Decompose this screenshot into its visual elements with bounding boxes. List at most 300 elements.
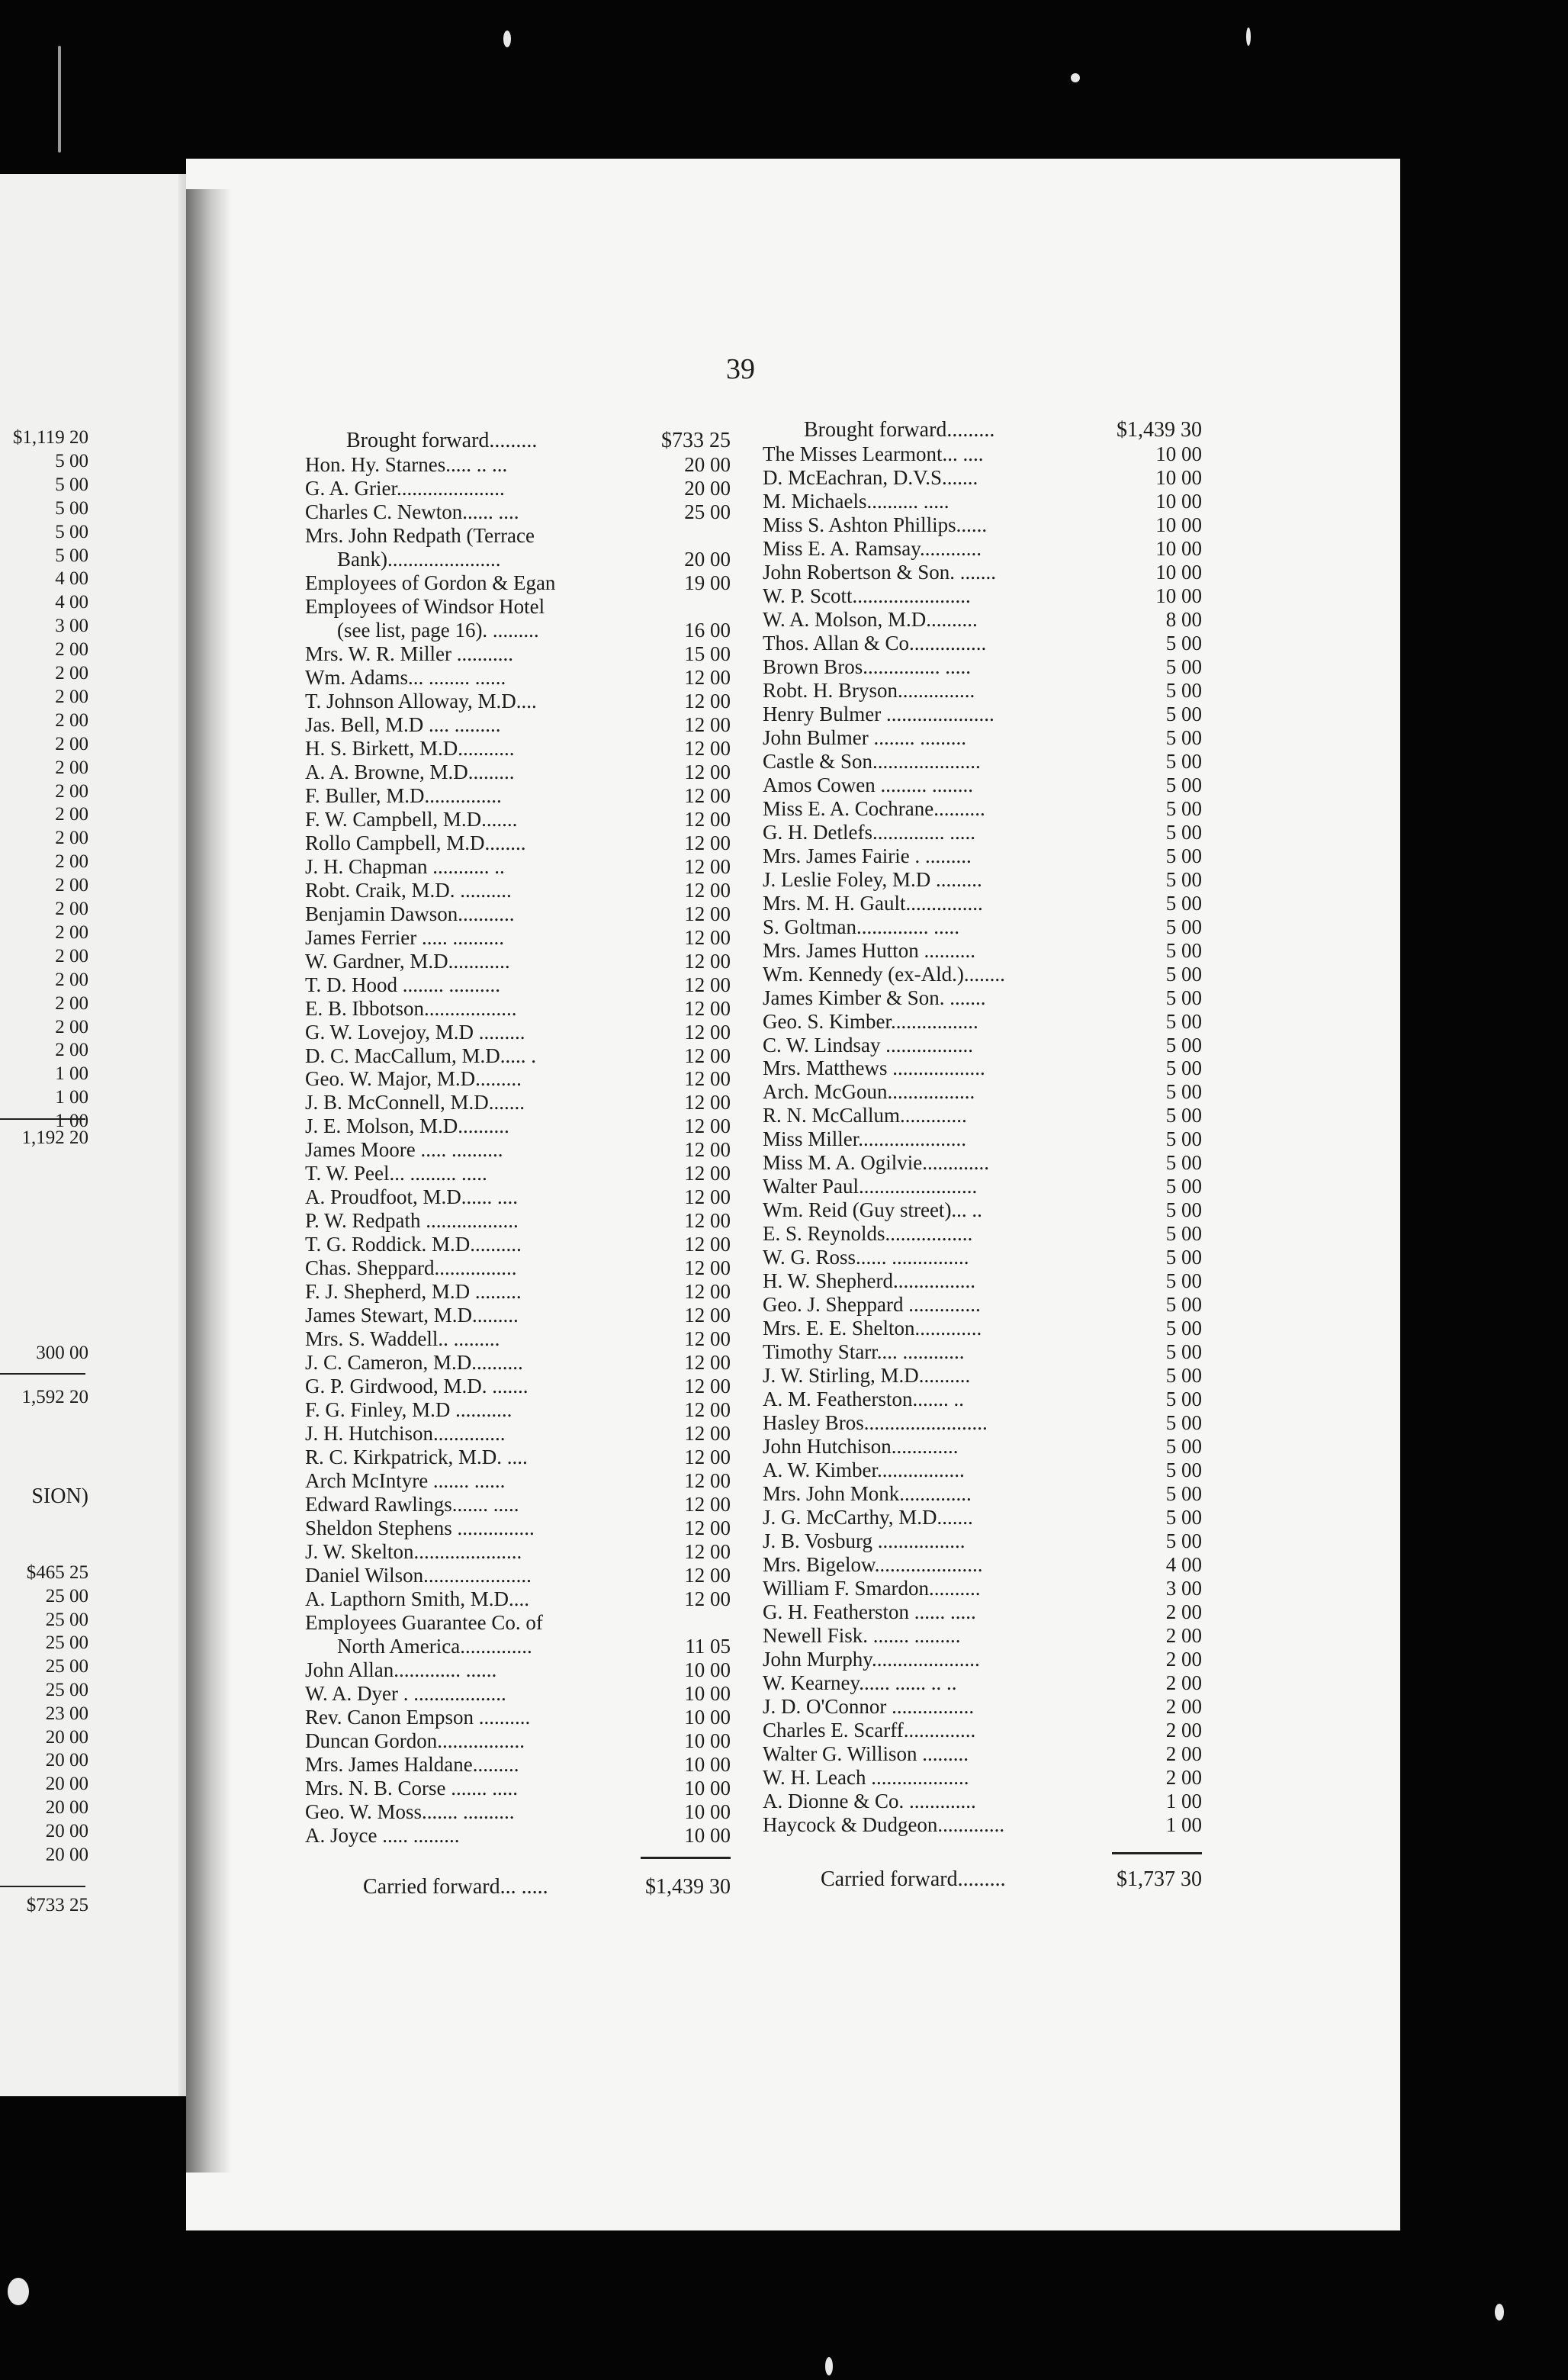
col2-entry-label: G. H. Featherston ...... .....: [763, 1600, 976, 1624]
col2-entry: [763, 1719, 1202, 1742]
col1-entry: [305, 1587, 731, 1611]
col1-entry-label: Sheldon Stephens ...............: [305, 1516, 535, 1540]
col2-entry-label: Mrs. M. H. Gault...............: [763, 891, 983, 915]
col2-entry-amount: 5 00: [1165, 986, 1202, 1009]
col1-entry-amount: 12 00: [684, 1162, 731, 1185]
col1-entry-amount: 12 00: [684, 1540, 731, 1564]
col1-entry-amount: 10 00: [684, 1729, 731, 1752]
col2-entry-label: Walter G. Willison .........: [763, 1742, 969, 1765]
scan-speck: [58, 46, 61, 153]
col1-entry-label: A. A. Browne, M.D.........: [305, 760, 515, 783]
col2-entry-label: J. B. Vosburg .................: [763, 1529, 966, 1553]
col2-entry: [763, 844, 1202, 868]
col2-entry: [763, 1175, 1202, 1198]
col2-entry-label: Mrs. James Fairie . .........: [763, 844, 972, 867]
col2-entry-amount: 10 00: [1155, 513, 1202, 536]
col2-entry-amount: 1 00: [1165, 1812, 1202, 1836]
col1-entry: [305, 1091, 731, 1114]
col1-entry-label: T. Johnson Alloway, M.D....: [305, 689, 537, 712]
col2-entry: [763, 1671, 1202, 1695]
col1-entry-label: J. E. Molson, M.D..........: [305, 1114, 509, 1138]
left-page-amount: 25 00: [45, 1609, 88, 1630]
col1-entry-amount: 10 00: [684, 1776, 731, 1799]
col1-entry-label: P. W. Redpath ..................: [305, 1209, 519, 1233]
col2-entry: [763, 1269, 1202, 1293]
col1-entry-label: J. W. Skelton.....................: [305, 1540, 522, 1564]
col1-entry: [305, 1658, 731, 1682]
col2-entry-amount: 5 00: [1165, 631, 1202, 654]
col1-entry: [305, 1162, 731, 1185]
col1-entry: [305, 571, 731, 595]
left-page-amount: 4 00: [55, 568, 88, 590]
col1-entry-amount: 12 00: [684, 1351, 731, 1375]
col2-entry: [763, 537, 1202, 561]
left-page-amount: 25 00: [45, 1632, 88, 1654]
col2-entry-amount: 2 00: [1165, 1694, 1202, 1718]
left-page-amount: 2 00: [55, 757, 88, 778]
col2-entry-label: Haycock & Dudgeon.............: [763, 1812, 1005, 1836]
col2-entry-amount: 2 00: [1165, 1600, 1202, 1624]
col1-entry-label: Mrs. John Redpath (Terrace: [305, 523, 535, 547]
col1-entry: [305, 619, 731, 642]
scan-speck: [8, 2278, 29, 2305]
col1-entry-label: T. G. Roddick. M.D..........: [305, 1233, 522, 1256]
left-page-section-heading: SION): [31, 1484, 88, 1508]
col1-entry: [305, 1611, 731, 1635]
col2-entry-label: W. P. Scott.......................: [763, 584, 971, 607]
col2-entry: [763, 1695, 1202, 1719]
col2-entry-label: W. H. Leach ...................: [763, 1765, 969, 1789]
col2-entry-amount: 2 00: [1165, 1718, 1202, 1742]
col2-entry: [763, 774, 1202, 797]
left-page-amount: 5 00: [55, 545, 88, 566]
left-page-amount: 20 00: [45, 1797, 88, 1818]
col1-entry-label: T. W. Peel... ......... .....: [305, 1162, 487, 1185]
col2-entry-amount: 10 00: [1155, 442, 1202, 465]
col2-entry-label: The Misses Learmont... ....: [763, 442, 984, 465]
left-page-amount: 2 00: [55, 875, 88, 896]
col2-entry: [763, 442, 1202, 466]
col2-entry-amount: 5 00: [1165, 820, 1202, 844]
col2-entry-amount: 5 00: [1165, 1009, 1202, 1033]
col2-entry-label: E. S. Reynolds.................: [763, 1222, 973, 1246]
left-page-amount: $465 25: [26, 1562, 88, 1583]
col1-entry-label: F. Buller, M.D...............: [305, 783, 502, 807]
col1-entry-label: Duncan Gordon.................: [305, 1729, 525, 1752]
col1-entry-amount: 12 00: [684, 831, 731, 854]
col2-entry: [763, 1151, 1202, 1175]
col1-entry: [305, 1209, 731, 1233]
col2-entry-label: Robt. H. Bryson...............: [763, 678, 975, 702]
col1-entry-label: Mrs. W. R. Miller ...........: [305, 642, 514, 665]
col2-carried-forward-amount: $1,737 30: [1117, 1867, 1202, 1891]
col1-entry: [305, 1753, 731, 1777]
col1-entry-amount: 12 00: [684, 902, 731, 925]
col1-entry: [305, 1375, 731, 1398]
col2-entry-amount: 5 00: [1165, 1317, 1202, 1340]
col2-entry-amount: 5 00: [1165, 1411, 1202, 1435]
col2-entry-label: W. A. Molson, M.D..........: [763, 607, 978, 631]
col1-entry: [305, 1351, 731, 1375]
left-page-extra-amount: 300 00: [36, 1343, 88, 1363]
col2-entry: [763, 939, 1202, 963]
left-page-amount: 2 00: [55, 828, 88, 849]
left-page-final-total: $733 25: [26, 1895, 88, 1915]
col1-entry-amount: 12 00: [684, 1233, 731, 1256]
col2-entry-label: Miss S. Ashton Phillips......: [763, 513, 988, 536]
col1-entry: [305, 902, 731, 926]
col1-entry-amount: 12 00: [684, 1327, 731, 1351]
col2-entry-amount: 5 00: [1165, 1459, 1202, 1482]
right-page-gutter-shadow: [186, 189, 232, 2173]
col1-entry-label: James Ferrier ..... ..........: [305, 925, 504, 949]
col2-entry-label: Arch. McGoun.................: [763, 1080, 975, 1104]
col2-entry: [763, 608, 1202, 632]
col2-brought-forward-label: Brought forward.........: [804, 418, 995, 442]
col2-entry-amount: 2 00: [1165, 1647, 1202, 1671]
col1-entry: [305, 1233, 731, 1256]
col2-entry-label: J. D. O'Connor ................: [763, 1694, 975, 1718]
col1-entry: [305, 1682, 731, 1706]
col2-entry: [763, 1080, 1202, 1104]
col1-entry-amount: 10 00: [684, 1823, 731, 1847]
col2-entry-amount: 5 00: [1165, 844, 1202, 867]
col2-entry-label: Thos. Allan & Co...............: [763, 631, 987, 654]
col1-entry-amount: 25 00: [684, 500, 731, 523]
col1-entry: [305, 737, 731, 761]
col2-entry: [763, 868, 1202, 892]
left-page-amount: 2 00: [55, 733, 88, 754]
col1-entry-amount: 12 00: [684, 1564, 731, 1587]
col1-entry: [305, 1564, 731, 1587]
col1-entry-label: W. A. Dyer . ..................: [305, 1681, 506, 1705]
left-page-amount: 1 00: [55, 1111, 88, 1132]
col2-entry-amount: 5 00: [1165, 1364, 1202, 1388]
col1-entry: [305, 1256, 731, 1280]
col1-entry-label: J. H. Hutchison..............: [305, 1422, 506, 1446]
col2-entry-label: C. W. Lindsay .................: [763, 1033, 974, 1057]
col2-entry: [763, 1317, 1202, 1340]
col1-entry-label: Rev. Canon Empson ..........: [305, 1705, 531, 1729]
col1-entry: [305, 1540, 731, 1564]
col1-entry: [305, 1729, 731, 1753]
col1-entry: [305, 1021, 731, 1044]
col1-entry: [305, 548, 731, 571]
col1-entry-label: Daniel Wilson.....................: [305, 1564, 532, 1587]
col2-entry-label: Charles E. Scarff..............: [763, 1718, 976, 1742]
col2-entry-label: Mrs. John Monk..............: [763, 1482, 972, 1506]
col2-entry: [763, 1600, 1202, 1624]
col1-entry-amount: 12 00: [684, 1398, 731, 1422]
left-page-amount: 5 00: [55, 450, 88, 471]
col2-entry-amount: 5 00: [1165, 749, 1202, 773]
col2-entry: [763, 1529, 1202, 1553]
col2-entry-label: Miss Miller.....................: [763, 1127, 967, 1151]
col1-entry: [305, 997, 731, 1021]
col2-entry-amount: 2 00: [1165, 1742, 1202, 1765]
col1-entry-amount: 12 00: [684, 1280, 731, 1304]
col2-entry-amount: 5 00: [1165, 1293, 1202, 1317]
col2-entry-amount: 5 00: [1165, 1080, 1202, 1104]
col2-entry-amount: 2 00: [1165, 1765, 1202, 1789]
col2-entry-label: D. McEachran, D.V.S.......: [763, 465, 978, 489]
col2-entry: [763, 963, 1202, 986]
col2-entry: [763, 1577, 1202, 1600]
col2-entry-amount: 5 00: [1165, 1506, 1202, 1529]
col2-entry-label: A. W. Kimber.................: [763, 1459, 965, 1482]
col1-entry: [305, 1824, 731, 1848]
left-page-total: 1,592 20: [21, 1387, 88, 1407]
col2-entry-label: A. Dionne & Co. .............: [763, 1789, 976, 1812]
left-page-amount: 20 00: [45, 1820, 88, 1841]
col1-entry-label: F. W. Campbell, M.D.......: [305, 807, 518, 831]
col2-entry: [763, 892, 1202, 915]
scan-speck: [1495, 2304, 1504, 2320]
col1-entry-amount: 12 00: [684, 878, 731, 902]
col1-entry-label: Employees of Gordon & Egan: [305, 571, 556, 594]
col1-entry-amount: 12 00: [684, 665, 731, 689]
col1-entry: [305, 879, 731, 902]
left-page-amount: 25 00: [45, 1680, 88, 1700]
col2-entry-label: Brown Bros............... .....: [763, 654, 972, 678]
col1-entry-label: James Moore ..... ..........: [305, 1138, 503, 1162]
col2-entry-label: Amos Cowen ......... ........: [763, 773, 973, 796]
col1-entry: [305, 1446, 731, 1469]
col1-entry-label: Wm. Adams... ........ ......: [305, 665, 506, 689]
col2-carried-forward-label: Carried forward.........: [821, 1867, 1006, 1891]
col1-entry: [305, 808, 731, 831]
col2-entry-amount: 5 00: [1165, 796, 1202, 820]
left-page-amount: 1 00: [55, 1087, 88, 1108]
col1-entry-label: Bank)......................: [337, 547, 501, 571]
col1-entry-label: John Allan............. ......: [305, 1658, 497, 1681]
col1-entry-label: Jas. Bell, M.D .... .........: [305, 712, 501, 736]
col1-entry-label: Mrs. N. B. Corse ....... .....: [305, 1776, 519, 1799]
col1-entry: [305, 500, 731, 524]
col1-entry-label: J. B. McConnell, M.D.......: [305, 1091, 525, 1114]
col2-entry-label: S. Goltman.............. .....: [763, 915, 960, 938]
col2-entry-amount: 5 00: [1165, 1057, 1202, 1080]
col1-entry-label: Rollo Campbell, M.D........: [305, 831, 526, 854]
left-page-amount: 2 00: [55, 804, 88, 825]
col2-entry-amount: 10 00: [1155, 489, 1202, 513]
col1-entry-label: (see list, page 16). .........: [337, 618, 539, 642]
col2-entry-label: R. N. McCallum.............: [763, 1104, 967, 1127]
col1-entry: [305, 926, 731, 950]
col2-entry: [763, 1222, 1202, 1246]
col2-entry-label: Geo. S. Kimber.................: [763, 1009, 978, 1033]
col1-entry-label: James Stewart, M.D.........: [305, 1304, 519, 1327]
left-page-amount: 20 00: [45, 1844, 88, 1865]
col1-entry-label: H. S. Birkett, M.D...........: [305, 736, 515, 760]
col2-entry: [763, 584, 1202, 608]
col1-brought-forward-label: Brought forward.........: [346, 429, 538, 452]
col2-entry-label: Newell Fisk. ....... .........: [763, 1624, 961, 1647]
col1-entry-amount: 12 00: [684, 1493, 731, 1516]
col1-entry-amount: 16 00: [684, 618, 731, 642]
left-page-amount: 1 00: [55, 1063, 88, 1085]
col2-entry-label: Henry Bulmer .....................: [763, 702, 994, 725]
col2-entry-label: W. G. Ross...... ...............: [763, 1246, 969, 1269]
col1-carried-forward: [305, 1875, 731, 1899]
col1-entry: [305, 1493, 731, 1516]
col2-entry: [763, 655, 1202, 679]
col2-entry: [763, 561, 1202, 584]
left-page-amount: 4 00: [55, 592, 88, 613]
col1-entry-amount: 12 00: [684, 1422, 731, 1446]
col1-entry: [305, 831, 731, 855]
col1-carried-forward-label: Carried forward... .....: [363, 1875, 548, 1899]
col1-entry-label: J. H. Chapman ........... ..: [305, 854, 505, 878]
left-page-amount: 2 00: [55, 921, 88, 943]
col2-entry: [763, 1127, 1202, 1151]
col2-entry-amount: 5 00: [1165, 962, 1202, 986]
col2-entry: [763, 1459, 1202, 1482]
col2-entry-label: Walter Paul.......................: [763, 1175, 978, 1198]
col2-entry-label: H. W. Shepherd................: [763, 1269, 975, 1293]
col1-brought-forward-amount: $733 25: [661, 429, 731, 452]
col1-entry-amount: 12 00: [684, 736, 731, 760]
left-page-amount: 20 00: [45, 1774, 88, 1795]
left-page-amount: 2 00: [55, 663, 88, 683]
col1-entry-amount: 12 00: [684, 1091, 731, 1114]
col1-entry-label: Charles C. Newton...... ....: [305, 500, 519, 523]
col1-entry: [305, 1398, 731, 1422]
col1-entry: [305, 855, 731, 879]
left-page-amount: 2 00: [55, 969, 88, 990]
col2-entry-amount: 5 00: [1165, 1198, 1202, 1222]
col2-entry: [763, 1742, 1202, 1766]
col2-entry: [763, 1506, 1202, 1529]
col2-entry-label: J. Leslie Foley, M.D .........: [763, 867, 982, 891]
col1-entry-amount: 12 00: [684, 1185, 731, 1209]
left-page-amount: $1,119 20: [12, 427, 88, 448]
left-page-amount: 2 00: [55, 686, 88, 707]
col1-entry-amount: 12 00: [684, 949, 731, 973]
col1-entry: [305, 1044, 731, 1068]
col1-entry-amount: 10 00: [684, 1705, 731, 1729]
col1-entry-amount: 12 00: [684, 1375, 731, 1398]
col1-entry: [305, 973, 731, 997]
col2-entry-label: William F. Smardon..........: [763, 1577, 981, 1600]
col1-entry-label: G. P. Girdwood, M.D. .......: [305, 1375, 529, 1398]
col1-entry-amount: 12 00: [684, 1044, 731, 1067]
col2-entry-amount: 5 00: [1165, 773, 1202, 796]
col1-entry: [305, 713, 731, 737]
col1-entry-label: Geo. W. Moss....... ..........: [305, 1799, 515, 1823]
col2-entry-amount: 5 00: [1165, 1151, 1202, 1175]
left-page-amount: 5 00: [55, 521, 88, 542]
col1-entry-amount: 12 00: [684, 925, 731, 949]
col2-entry-label: Mrs. E. E. Shelton.............: [763, 1317, 982, 1340]
col2-entry: [763, 821, 1202, 844]
left-page-amount: 23 00: [45, 1703, 88, 1724]
col2-entry-label: Miss E. A. Cochrane..........: [763, 796, 985, 820]
col1-entry: [305, 1777, 731, 1800]
col1-entry: [305, 642, 731, 666]
col2-entry-amount: 5 00: [1165, 1269, 1202, 1293]
col2-entry-label: Mrs. Matthews ..................: [763, 1057, 985, 1080]
col1-entry-label: G. A. Grier.....................: [305, 476, 505, 500]
col2-entry-amount: 5 00: [1165, 1388, 1202, 1411]
left-page-amount: 2 00: [55, 945, 88, 966]
col1-entry-amount: 12 00: [684, 1304, 731, 1327]
col1-entry: [305, 1114, 731, 1138]
left-page-amount: 3 00: [55, 616, 88, 637]
left-page-amount: 2 00: [55, 780, 88, 802]
col2-entry-label: Mrs. Bigelow.....................: [763, 1553, 983, 1577]
col1-entry: [305, 1516, 731, 1540]
col1-entry-label: W. Gardner, M.D............: [305, 949, 510, 973]
col2-entry: [763, 1553, 1202, 1577]
col2-entry-amount: 2 00: [1165, 1624, 1202, 1647]
col1-entry: [305, 666, 731, 690]
col2-entry-label: A. M. Featherston....... ..: [763, 1388, 964, 1411]
col2-entry: [763, 1482, 1202, 1506]
col1-entry-label: D. C. MacCallum, M.D..... .: [305, 1044, 536, 1067]
col1-entry-amount: 12 00: [684, 760, 731, 783]
col1-entry-label: Hon. Hy. Starnes..... .. ...: [305, 453, 508, 476]
col1-entry-label: A. Joyce ..... .........: [305, 1823, 460, 1847]
col1-entry-label: Edward Rawlings....... .....: [305, 1493, 519, 1516]
col2-entry-label: Timothy Starr.... ............: [763, 1340, 965, 1364]
scan-speck: [825, 2357, 833, 2375]
col1-entry: [305, 524, 731, 548]
col1-entry: [305, 453, 731, 477]
col1-carried-forward-amount: $1,439 30: [645, 1875, 731, 1899]
left-page-amount: 20 00: [45, 1750, 88, 1771]
col1-entry-label: T. D. Hood ........ ..........: [305, 973, 500, 996]
col2-entry-label: W. Kearney...... ...... .. ..: [763, 1671, 957, 1694]
col2-entry: [763, 513, 1202, 537]
col1-entry-amount: 12 00: [684, 854, 731, 878]
col2-entry: [763, 1411, 1202, 1435]
col2-entry-amount: 5 00: [1165, 725, 1202, 749]
col2-entry-label: M. Michaels.......... .....: [763, 489, 949, 513]
col1-entry: [305, 1706, 731, 1729]
left-page-amount: 2 00: [55, 992, 88, 1014]
col2-entry-amount: 8 00: [1165, 607, 1202, 631]
col2-entry-label: G. H. Detlefs.............. .....: [763, 820, 975, 844]
col1-entry-amount: 12 00: [684, 1020, 731, 1044]
col1-entry-amount: 10 00: [684, 1681, 731, 1705]
col1-entry-amount: 12 00: [684, 783, 731, 807]
col2-entry: [763, 679, 1202, 703]
col2-entry: [763, 986, 1202, 1010]
col1-entry-label: G. W. Lovejoy, M.D .........: [305, 1020, 525, 1044]
col2-entry-amount: 10 00: [1155, 584, 1202, 607]
col2-entry-amount: 10 00: [1155, 536, 1202, 560]
scan-speck: [503, 31, 511, 47]
col2-entry: [763, 703, 1202, 726]
col2-entry-label: James Kimber & Son. .......: [763, 986, 986, 1009]
left-page-amount: 5 00: [55, 497, 88, 519]
col1-entry-label: Arch McIntyre ....... ......: [305, 1469, 506, 1493]
col1-entry-amount: 12 00: [684, 973, 731, 996]
col1-entry: [305, 1800, 731, 1824]
left-page-rule: [0, 1118, 85, 1120]
col1-entry-label: Benjamin Dawson...........: [305, 902, 515, 925]
col2-carried-forward: [763, 1867, 1202, 1891]
col2-entry-amount: 5 00: [1165, 867, 1202, 891]
left-page-amount: 2 00: [55, 899, 88, 919]
col2-entry-amount: 4 00: [1165, 1553, 1202, 1577]
col2-entry: [763, 750, 1202, 774]
col1-entry-amount: 12 00: [684, 712, 731, 736]
col1-entry-label: A. Proudfoot, M.D...... ....: [305, 1185, 519, 1209]
col1-entry: [305, 1185, 731, 1209]
col1-entry-amount: 10 00: [684, 1799, 731, 1823]
